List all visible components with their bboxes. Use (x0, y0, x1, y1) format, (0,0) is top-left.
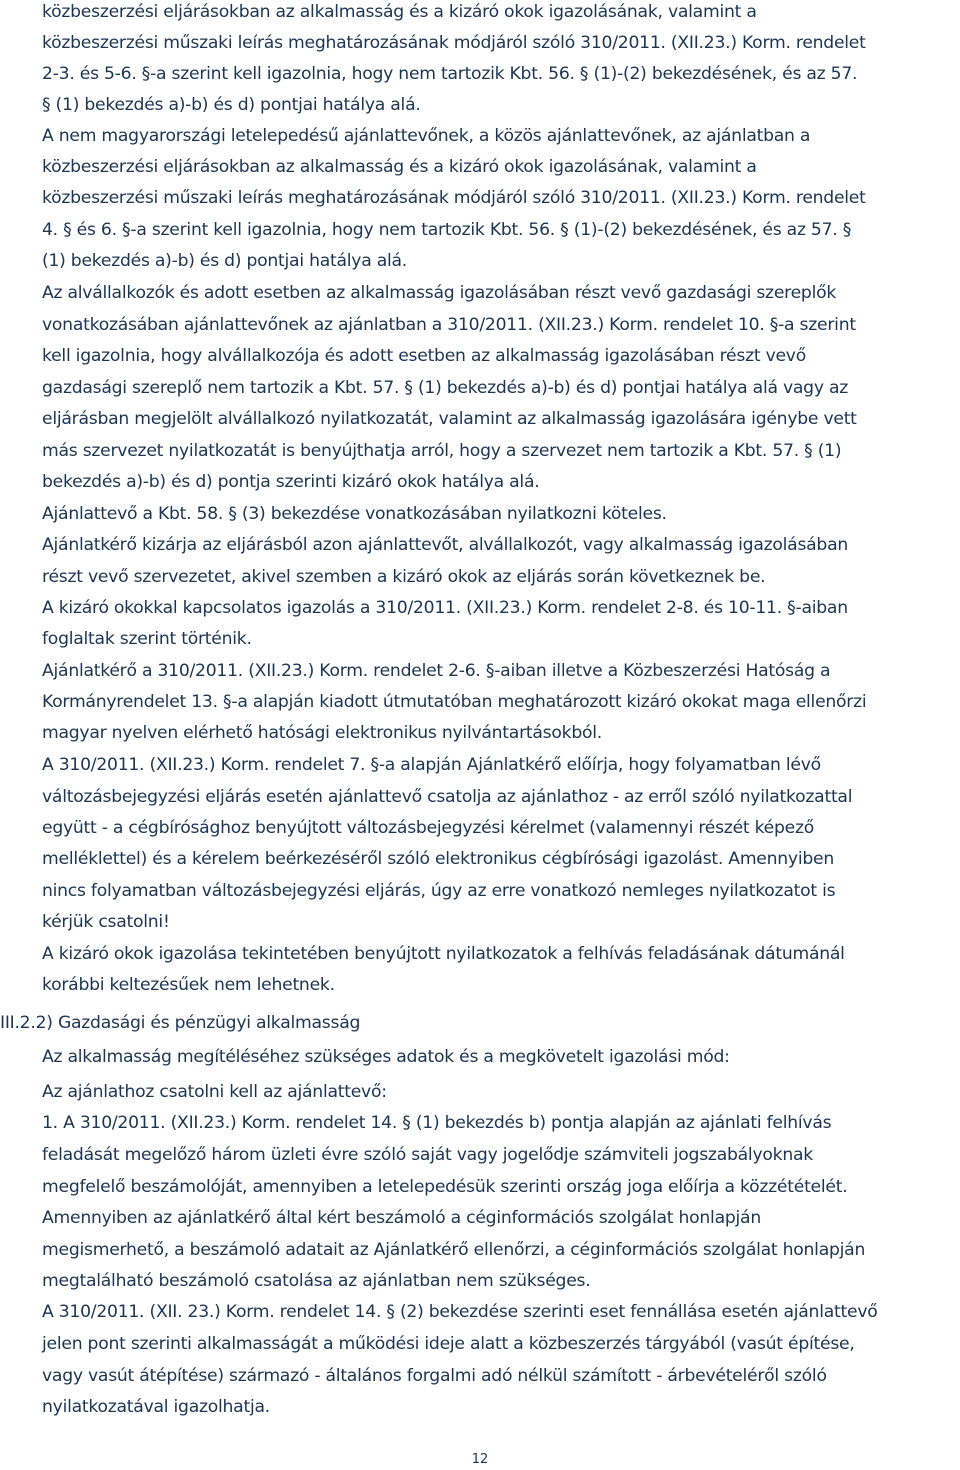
text-line: jelen pont szerinti alkalmasságát a működési ideje alatt a közbeszerzés tárgyából (vasút építése, (42, 1334, 855, 1354)
text-line: gazdasági szereplő nem tartozik a Kbt. 57. § (1) bekezdés a)-b) és d) pontjai hatálya alá vagy az (42, 378, 849, 398)
text-line: Az ajánlathoz csatolni kell az ajánlattevő: (42, 1082, 387, 1102)
text-line: 1. A 310/2011. (XII.23.) Korm. rendelet 14. § (1) bekezdés b) pontja alapján az ajánlati felhívás (42, 1113, 832, 1133)
text-line: melléklettel) és a kérelem beérkezéséről szóló elektronikus cégbírósági igazolást. Amennyiben (42, 849, 834, 869)
text-line: nyilatkozatával igazolhatja. (42, 1397, 270, 1417)
text-line: A nem magyarországi letelepedésű ajánlattevőnek, a közös ajánlattevőnek, az ajánlatban a (42, 126, 811, 146)
text-line: (1) bekezdés a)-b) és d) pontjai hatálya alá. (42, 251, 408, 271)
text-line: közbeszerzési eljárásokban az alkalmasság és a kizáró okok igazolásának, valamint a (42, 157, 757, 177)
text-line: § (1) bekezdés a)-b) és d) pontjai hatálya alá. (42, 95, 421, 115)
text-line: Az alvállalkozók és adott esetben az alkalmasság igazolásában részt vevő gazdasági szereplők (42, 283, 837, 303)
section-number: III.2.2) (0, 1013, 53, 1033)
text-line: vonatkozásában ajánlattevőnek az ajánlatban a 310/2011. (XII.23.) Korm. rendelet 10. §-a szerint (42, 315, 856, 335)
text-line: együtt - a cégbírósághoz benyújtott változásbejegyzési kérelmet (valamennyi részét képező (42, 818, 815, 838)
section-heading (0, 1011, 360, 1035)
text-line: 2-3. és 5-6. §-a szerint kell igazolnia, hogy nem tartozik Kbt. 56. § (1)-(2) bekezdésének, és az 57. (42, 64, 858, 84)
text-line: közbeszerzési műszaki leírás meghatározásának módjáról szóló 310/2011. (XII.23.) Korm. rendelet (42, 188, 866, 208)
text-line: A kizáró okok igazolása tekintetében benyújtott nyilatkozatok a felhívás feladásának dátumánál (42, 944, 845, 964)
text-line: feladását megelőző három üzleti évre szóló saját vagy jogelődje számviteli jogszabályoknak (42, 1145, 813, 1165)
text-line: 4. § és 6. §-a szerint kell igazolnia, hogy nem tartozik Kbt. 56. § (1)-(2) bekezdésének, és az 57. § (42, 220, 852, 240)
page-number: 12 (471, 1452, 489, 1467)
text-line: nincs folyamatban változásbejegyzési eljárás, úgy az erre vonatkozó nemleges nyilatkozatot is (42, 881, 836, 901)
text-line: Az alkalmasság megítéléséhez szükséges adatok és a megkövetelt igazolási mód: (42, 1047, 730, 1067)
text-line: változásbejegyzési eljárás esetén ajánlattevő csatolja az ajánlathoz - az erről szóló nyilatkozattal (42, 787, 853, 807)
text-line: magyar nyelven elérhető hatósági elektronikus nyilvántartásokból. (42, 723, 603, 743)
text-line: kell igazolnia, hogy alvállalkozója és adott esetben az alkalmasság igazolásában részt vevő (42, 346, 806, 366)
text-line: megtalálható beszámoló csatolása az ajánlatban nem szükséges. (42, 1271, 591, 1291)
section-title: Gazdasági és pénzügyi alkalmasság (57, 1013, 361, 1033)
text-line: Amennyiben az ajánlatkérő által kért beszámoló a céginformációs szolgálat honlapján (42, 1208, 761, 1228)
text-line: A kizáró okokkal kapcsolatos igazolás a 310/2011. (XII.23.) Korm. rendelet 2-8. és 10-11. §-aiban (42, 598, 848, 618)
text-line: eljárásban megjelölt alvállalkozó nyilatkozatát, valamint az alkalmasság igazolására igénybe vett (42, 409, 857, 429)
text-line: más szervezet nyilatkozatát is benyújthatja arról, hogy a szervezet nem tartozik a Kbt. 57. § (1) (42, 441, 842, 461)
text-line: bekezdés a)-b) és d) pontja szerinti kizáró okok hatálya alá. (42, 472, 540, 492)
text-line: közbeszerzési eljárásokban az alkalmasság és a kizáró okok igazolásának, valamint a (42, 2, 757, 22)
text-line: Kormányrendelet 13. §-a alapján kiadott útmutatóban meghatározott kizáró okokat maga ellenőrzi (42, 692, 867, 712)
text-line: közbeszerzési műszaki leírás meghatározásának módjáról szóló 310/2011. (XII.23.) Korm. rendelet (42, 33, 866, 53)
text-line: részt vevő szervezetet, akivel szemben a kizáró okok az eljárás során következnek be. (42, 567, 766, 587)
text-line: A 310/2011. (XII.23.) Korm. rendelet 7. §-a alapján Ajánlatkérő előírja, hogy folyamatban lévő (42, 755, 821, 775)
text-line: megfelelő beszámolóját, amennyiben a letelepedésük szerinti ország joga előírja a közzétételét. (42, 1177, 848, 1197)
text-line: korábbi keltezésűek nem lehetnek. (42, 975, 335, 995)
text-line: Ajánlatkérő kizárja az eljárásból azon ajánlattevőt, alvállalkozót, vagy alkalmasság igazolásában (42, 535, 849, 555)
text-line: megismerhető, a beszámoló adatait az Ajánlatkérő ellenőrzi, a céginformációs szolgálat honlapján (42, 1240, 866, 1260)
text-line: vagy vasút átépítése) származó - általános forgalmi adó nélkül számított - árbevételéről szóló (42, 1366, 827, 1386)
text-line: Ajánlattevő a Kbt. 58. § (3) bekezdése vonatkozásában nyilatkozni köteles. (42, 504, 667, 524)
text-line: A 310/2011. (XII. 23.) Korm. rendelet 14. § (2) bekezdése szerinti eset fennállása esetén ajánlattevő (42, 1302, 878, 1322)
text-line: Ajánlatkérő a 310/2011. (XII.23.) Korm. rendelet 2-6. §-aiban illetve a Közbeszerzési Hatóság a (42, 661, 831, 681)
text-line: kérjük csatolni! (42, 912, 170, 932)
text-line: foglaltak szerint történik. (42, 629, 252, 649)
